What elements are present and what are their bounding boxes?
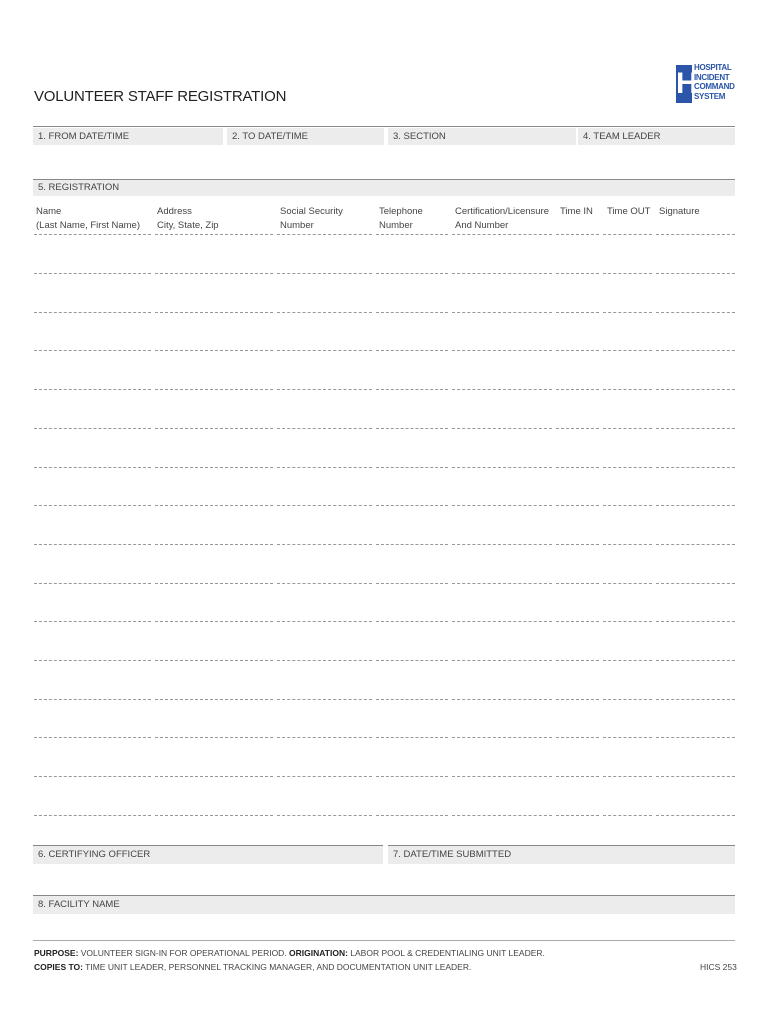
entry-line[interactable] [376, 776, 448, 777]
entry-line[interactable] [277, 312, 372, 313]
entry-line[interactable] [603, 505, 652, 506]
entry-line[interactable] [656, 350, 735, 351]
entry-line[interactable] [277, 699, 372, 700]
header-underline [556, 234, 599, 235]
entry-line[interactable] [603, 467, 652, 468]
from-date-field[interactable]: 1. FROM DATE/TIME [33, 128, 223, 145]
entry-line[interactable] [603, 621, 652, 622]
entry-line[interactable] [452, 389, 552, 390]
header-underline [452, 234, 552, 235]
entry-line[interactable] [155, 505, 273, 506]
entry-line[interactable] [34, 389, 151, 390]
entry-line[interactable] [656, 312, 735, 313]
entry-line[interactable] [277, 389, 372, 390]
entry-line[interactable] [556, 350, 599, 351]
col-certification: Certification/Licensure And Number [455, 206, 549, 231]
entry-line[interactable] [603, 428, 652, 429]
entry-line[interactable] [155, 621, 273, 622]
entry-line[interactable] [603, 389, 652, 390]
entry-line[interactable] [603, 776, 652, 777]
col-time-in: Time IN [560, 206, 593, 217]
entry-line[interactable] [656, 389, 735, 390]
col-address: Address City, State, Zip [157, 206, 219, 231]
entry-line[interactable] [556, 737, 599, 738]
entry-line[interactable] [34, 737, 151, 738]
entry-line[interactable] [277, 544, 372, 545]
entry-line[interactable] [376, 699, 448, 700]
hics-logo [676, 63, 736, 105]
col-telephone: Telephone Number [379, 206, 423, 231]
entry-line[interactable] [277, 350, 372, 351]
entry-line[interactable] [277, 505, 372, 506]
entry-line[interactable] [452, 467, 552, 468]
entry-line[interactable] [656, 273, 735, 274]
entry-line[interactable] [556, 389, 599, 390]
footer-rule [33, 940, 735, 941]
entry-line[interactable] [34, 621, 151, 622]
entry-line[interactable] [603, 273, 652, 274]
entry-line[interactable] [277, 776, 372, 777]
header-underline [603, 234, 652, 235]
entry-line[interactable] [556, 505, 599, 506]
entry-line[interactable] [376, 660, 448, 661]
entry-line[interactable] [376, 505, 448, 506]
entry-line[interactable] [452, 737, 552, 738]
entry-line[interactable] [452, 621, 552, 622]
col-ssn: Social Security Number [280, 206, 343, 231]
entry-line[interactable] [34, 776, 151, 777]
entry-line[interactable] [34, 815, 151, 816]
entry-line[interactable] [452, 312, 552, 313]
entry-line[interactable] [277, 660, 372, 661]
entry-line[interactable] [376, 815, 448, 816]
entry-line[interactable] [656, 660, 735, 661]
entry-line[interactable] [376, 467, 448, 468]
entry-line[interactable] [34, 350, 151, 351]
col-time-out: Time OUT [607, 206, 651, 217]
entry-line[interactable] [603, 699, 652, 700]
entry-line[interactable] [556, 621, 599, 622]
team-leader-field[interactable]: 4. TEAM LEADER [578, 128, 735, 145]
certifying-officer-field[interactable]: 6. CERTIFYING OFFICER [33, 845, 383, 864]
entry-line[interactable] [656, 583, 735, 584]
entry-line[interactable] [34, 467, 151, 468]
col-signature: Signature [659, 206, 700, 217]
entry-line[interactable] [34, 583, 151, 584]
entry-line[interactable] [452, 428, 552, 429]
form-title: VOLUNTEER STAFF REGISTRATION [34, 88, 287, 105]
entry-line[interactable] [556, 312, 599, 313]
logo-text: HOSPITAL INCIDENT COMMAND SYSTEM [694, 63, 735, 101]
entry-line[interactable] [155, 699, 273, 700]
entry-line[interactable] [603, 312, 652, 313]
entry-line[interactable] [556, 544, 599, 545]
entry-line[interactable] [603, 350, 652, 351]
entry-line[interactable] [34, 505, 151, 506]
section-field[interactable]: 3. SECTION [388, 128, 576, 145]
entry-line[interactable] [376, 389, 448, 390]
entry-line[interactable] [556, 467, 599, 468]
top-rule [33, 126, 735, 127]
entry-line[interactable] [155, 350, 273, 351]
entry-line[interactable] [155, 583, 273, 584]
entry-line[interactable] [155, 428, 273, 429]
entry-line[interactable] [277, 273, 372, 274]
header-underline [155, 234, 273, 235]
entry-line[interactable] [155, 467, 273, 468]
entry-line[interactable] [376, 350, 448, 351]
entry-line[interactable] [376, 312, 448, 313]
entry-line[interactable] [376, 621, 448, 622]
date-submitted-field[interactable]: 7. DATE/TIME SUBMITTED [388, 845, 735, 864]
entry-line[interactable] [34, 699, 151, 700]
entry-line[interactable] [656, 544, 735, 545]
entry-line[interactable] [376, 428, 448, 429]
entry-line[interactable] [277, 428, 372, 429]
entry-line[interactable] [452, 350, 552, 351]
entry-line[interactable] [556, 776, 599, 777]
entry-line[interactable] [376, 583, 448, 584]
entry-line[interactable] [656, 621, 735, 622]
facility-name-field[interactable]: 8. FACILITY NAME [33, 895, 735, 914]
entry-line[interactable] [603, 737, 652, 738]
entry-line[interactable] [656, 467, 735, 468]
entry-line[interactable] [277, 467, 372, 468]
entry-line[interactable] [452, 583, 552, 584]
entry-line[interactable] [556, 428, 599, 429]
entry-line[interactable] [376, 273, 448, 274]
entry-line[interactable] [603, 544, 652, 545]
entry-line[interactable] [556, 660, 599, 661]
entry-line[interactable] [34, 273, 151, 274]
entry-line[interactable] [656, 428, 735, 429]
entry-line[interactable] [556, 815, 599, 816]
entry-line[interactable] [603, 583, 652, 584]
entry-line[interactable] [452, 505, 552, 506]
entry-line[interactable] [277, 621, 372, 622]
entry-line[interactable] [155, 389, 273, 390]
header-underline [656, 234, 735, 235]
entry-line[interactable] [34, 660, 151, 661]
entry-line[interactable] [656, 776, 735, 777]
entry-line[interactable] [452, 776, 552, 777]
entry-line[interactable] [277, 815, 372, 816]
entry-line[interactable] [452, 660, 552, 661]
entry-line[interactable] [155, 544, 273, 545]
header-underline [277, 234, 372, 235]
entry-line[interactable] [656, 815, 735, 816]
entry-line[interactable] [603, 660, 652, 661]
entry-line[interactable] [34, 312, 151, 313]
entry-line[interactable] [155, 737, 273, 738]
entry-line[interactable] [277, 583, 372, 584]
header-underline [376, 234, 448, 235]
header-underline [34, 234, 151, 235]
entry-line[interactable] [452, 815, 552, 816]
entry-line[interactable] [155, 815, 273, 816]
entry-line[interactable] [452, 699, 552, 700]
entry-line[interactable] [34, 544, 151, 545]
entry-line[interactable] [376, 544, 448, 545]
entry-line[interactable] [155, 776, 273, 777]
entry-line[interactable] [277, 737, 372, 738]
entry-line[interactable] [603, 815, 652, 816]
col-name: Name (Last Name, First Name) [36, 206, 140, 231]
entry-line[interactable] [155, 660, 273, 661]
entry-line[interactable] [656, 699, 735, 700]
entry-line[interactable] [376, 737, 448, 738]
entry-line[interactable] [656, 737, 735, 738]
entry-line[interactable] [656, 505, 735, 506]
entry-line[interactable] [155, 312, 273, 313]
purpose-text: PURPOSE: VOLUNTEER SIGN-IN FOR OPERATIONAL PERIOD. ORIGINATION: LABOR POOL & CREDENTIALING UNIT LEADER. COPIES TO: TIME UNIT LEADER, PERSONNEL TRACKING MANAGER, AND DOCUMENTATION UNIT LEADER. [34, 948, 545, 972]
entry-line[interactable] [556, 583, 599, 584]
entry-line[interactable] [34, 428, 151, 429]
to-date-field[interactable]: 2. TO DATE/TIME [227, 128, 384, 145]
entry-line[interactable] [452, 273, 552, 274]
logo-letter: H [676, 65, 692, 103]
entry-line[interactable] [556, 273, 599, 274]
registration-header: 5. REGISTRATION [33, 179, 735, 196]
form-code: HICS 253 [700, 962, 737, 972]
entry-line[interactable] [556, 699, 599, 700]
entry-line[interactable] [155, 273, 273, 274]
entry-line[interactable] [452, 544, 552, 545]
